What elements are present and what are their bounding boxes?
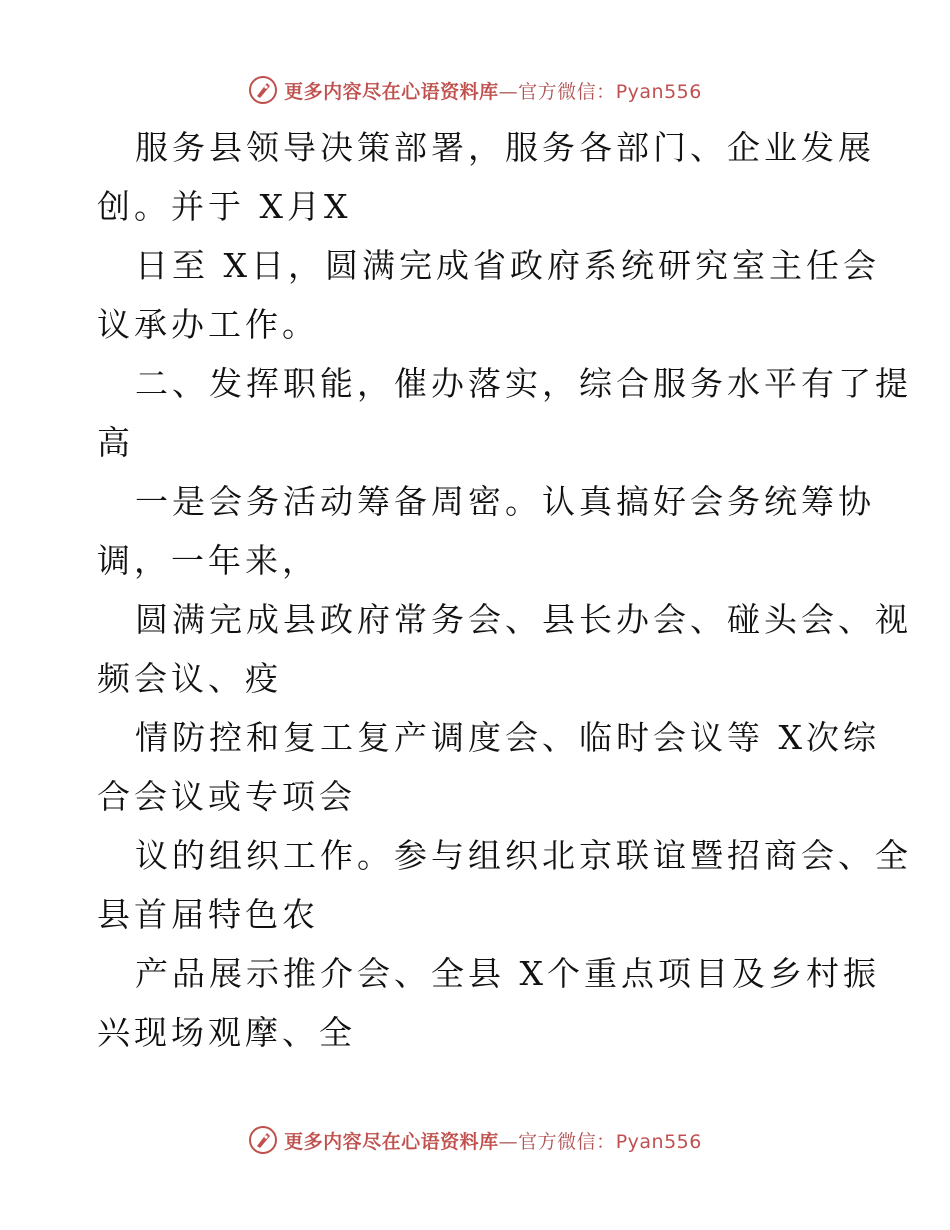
- footer-banner-main: 更多内容尽在心语资料库: [284, 1130, 499, 1153]
- body-line: 情防控和复工复产调度会、临时会议等 X次综: [135, 718, 880, 757]
- body-line: 调，一年来，: [97, 541, 319, 580]
- body-line: 合会议或专项会: [97, 777, 356, 816]
- body-line: 议的组织工作。参与组织北京联谊暨招商会、全: [135, 836, 912, 875]
- footer-banner-wechat-id: Pyan556: [615, 1130, 702, 1153]
- footer-banner-text: [284, 1127, 702, 1154]
- body-line: 产品展示推介会、全县 X个重点项目及乡村振: [135, 954, 880, 993]
- body-line: 日至 X日，圆满完成省政府系统研究室主任会: [135, 246, 880, 285]
- body-line: 服务县领导决策部署，服务各部门、企业发展: [135, 128, 875, 167]
- section-heading: 二、发挥职能，催办落实，综合服务水平有了提: [135, 364, 912, 403]
- body-line: 一是会务活动筹备周密。认真搞好会务统筹协: [135, 482, 875, 521]
- header-banner: [0, 70, 950, 110]
- body-line: 议承办工作。: [97, 305, 319, 344]
- body-line: 县首届特色农: [97, 895, 319, 934]
- document-body: [97, 118, 912, 1062]
- header-banner-wechat-id: Pyan556: [615, 80, 702, 103]
- pen-nib-logo-icon: [248, 1125, 278, 1155]
- footer-banner: [0, 1120, 950, 1160]
- header-banner-separator: —: [498, 80, 519, 103]
- body-line: 频会议、疫: [97, 659, 282, 698]
- section-heading-continued: 高: [97, 423, 134, 462]
- header-banner-main: 更多内容尽在心语资料库: [284, 80, 499, 103]
- pen-nib-logo-icon: [248, 75, 278, 105]
- body-line: 圆满完成县政府常务会、县长办会、碰头会、视: [135, 600, 912, 639]
- body-line: 兴现场观摩、全: [97, 1013, 356, 1052]
- header-banner-wechat-label: 官方微信：: [518, 80, 616, 103]
- footer-banner-wechat-label: 官方微信：: [518, 1130, 616, 1153]
- body-line: 创。并于 X月X: [97, 187, 352, 226]
- header-banner-text: [284, 77, 702, 104]
- footer-banner-separator: —: [498, 1130, 519, 1153]
